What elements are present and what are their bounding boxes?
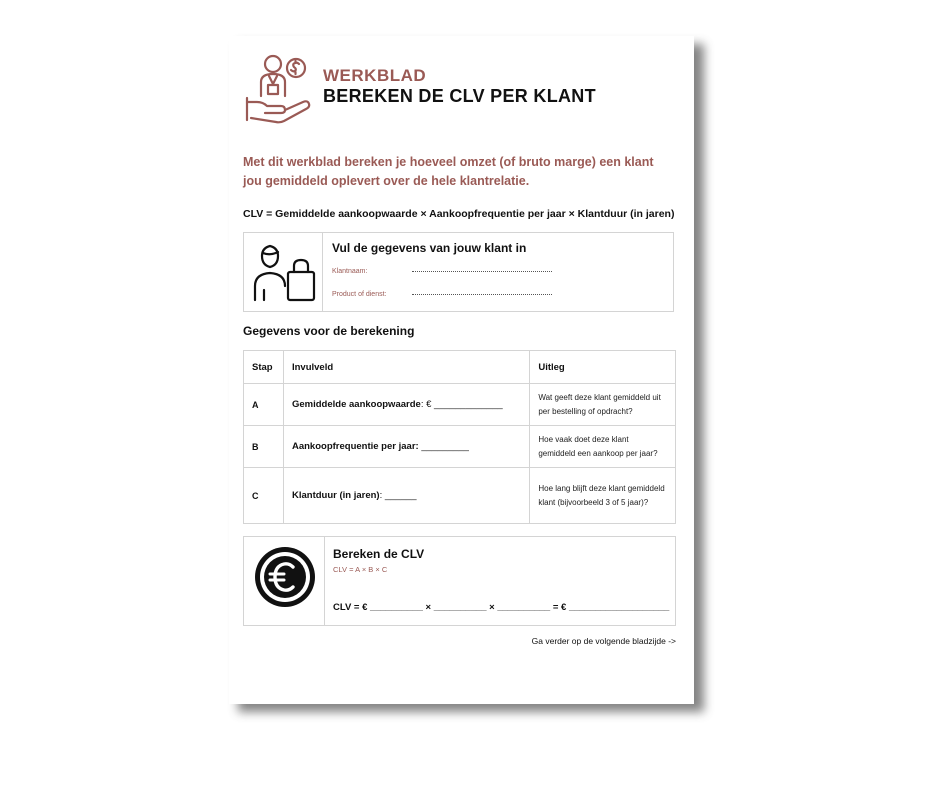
table-header-row: [244, 351, 676, 384]
next-page-note: Ga verder op de volgende bladzijde ->: [531, 636, 676, 646]
product-field[interactable]: [412, 294, 552, 295]
step-letter: A: [244, 384, 284, 426]
field-label: Gemiddelde aankoopwaarde: [291, 399, 421, 410]
field-cell[interactable]: [283, 426, 529, 468]
field-cell[interactable]: [283, 468, 529, 524]
client-box-divider: [322, 233, 323, 311]
column-header-explanation: Uitleg: [530, 351, 676, 384]
clv-box-formula: CLV = A × B × C: [333, 565, 388, 574]
page-title: BEREKEN DE CLV PER KLANT: [323, 86, 596, 106]
field-blank[interactable]: : € _____________: [420, 399, 503, 410]
clv-box-divider: [324, 537, 325, 625]
product-label: Product of dienst:: [332, 291, 387, 298]
worksheet-page: [229, 36, 694, 704]
field-label: Aankoopfrequentie per jaar:: [291, 441, 419, 452]
clv-calculation-line[interactable]: CLV = € __________ × __________ × __________ = € ___________________: [333, 602, 670, 613]
clv-calculation-box: [243, 536, 676, 626]
table-row: [244, 468, 676, 524]
column-header-step: Stap: [244, 351, 284, 384]
field-cell[interactable]: [283, 384, 529, 426]
step-letter: B: [244, 426, 284, 468]
calculation-section-title: Gegevens voor de berekening: [243, 324, 415, 338]
client-name-field[interactable]: [412, 271, 552, 272]
field-blank[interactable]: _________: [418, 441, 469, 452]
calculation-table: [243, 350, 676, 524]
step-letter: C: [244, 468, 284, 524]
shopping-person-icon: [252, 240, 316, 304]
table-row: [244, 426, 676, 468]
explanation-cell: Wat geeft deze klant gemiddeld uit per bestelling of opdracht?: [530, 384, 676, 426]
column-header-field: Invulveld: [283, 351, 529, 384]
intro-text: Met dit werkblad bereken je hoeveel omzet (of bruto marge) een klant jou gemiddeld oplevert over de hele klantrelatie.: [243, 155, 654, 188]
field-blank[interactable]: : ______: [379, 490, 417, 501]
table-row: [244, 384, 676, 426]
explanation-cell: Hoe lang blijft deze klant gemiddeld klant (bijvoorbeeld 3 of 5 jaar)?: [530, 468, 676, 524]
client-box-title: Vul de gegevens van jouw klant in: [332, 241, 527, 255]
clv-box-title: Bereken de CLV: [333, 547, 425, 561]
worksheet-subtitle: WERKBLAD: [323, 66, 427, 85]
client-name-label: Klantnaam:: [332, 268, 368, 275]
field-label: Klantduur (in jaren): [291, 490, 380, 501]
hand-money-person-icon: [243, 52, 315, 124]
clv-formula: CLV = Gemiddelde aankoopwaarde × Aankoopfrequentie per jaar × Klantduur (in jaren): [243, 208, 675, 220]
explanation-cell: Hoe vaak doet deze klant gemiddeld een aankoop per jaar?: [530, 426, 676, 468]
euro-icon: [252, 544, 318, 610]
client-details-box: [243, 232, 674, 312]
